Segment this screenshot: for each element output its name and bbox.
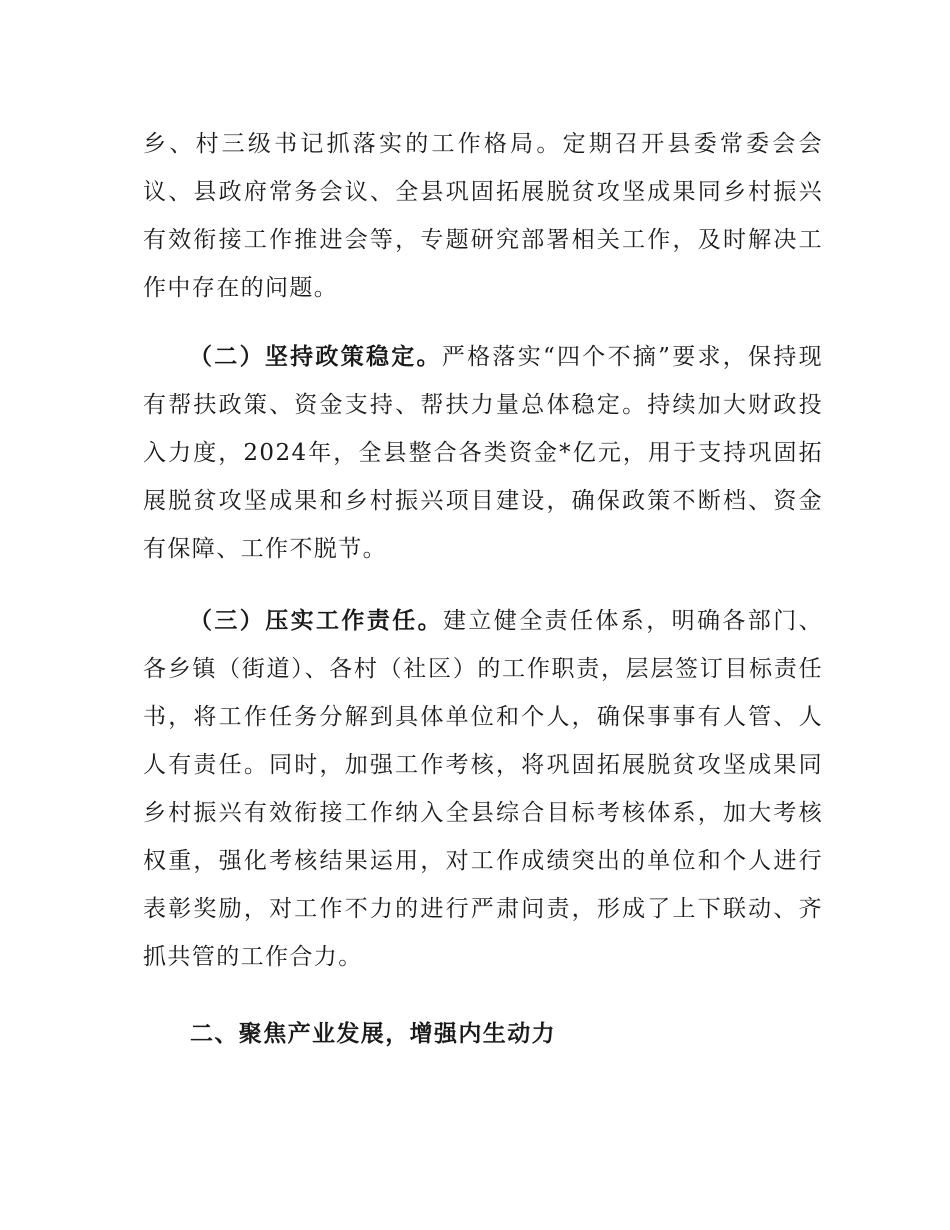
paragraph-work-pattern (143, 120, 823, 312)
paragraph-work-responsibility (143, 597, 823, 981)
paragraph-lead-heading: （二）坚持政策稳定。 (189, 344, 442, 370)
paragraph-policy-stability (143, 333, 823, 573)
paragraph-text: 建立健全责任体系，明确各部门、各乡镇（街道）、各村（社区）的工作职责，层层签订目标责任书，将工作任务分解到具体单位和个人，确保事事有人管、人人有责任。同时，加强工作考核，将巩固拓展脱贫攻坚成果同乡村振兴有效衔接工作纳入全县综合目标考核体系，加大考核权重，强化考核结果运用，对工作成绩突出的单位和个人进行表彰奖励，对工作不力的进行严肃问责，形成了上下联动、齐抓共管的工作合力。 (143, 608, 823, 970)
section-heading: 二、聚焦产业发展，增强内生动力 (190, 1021, 556, 1047)
paragraph-text: 严格落实“四个不摘”要求，保持现有帮扶政策、资金支持、帮扶力量总体稳定。持续加大财政投入力度，2024年，全县整合各类资金*亿元，用于支持巩固拓展脱贫攻坚成果和乡村振兴项目建设，确保政策不断档、资金有保障、工作不脱节。 (143, 344, 824, 562)
paragraph-text: 乡、村三级书记抓落实的工作格局。定期召开县委常委会会议、县政府常务会议、全县巩固拓展脱贫攻坚成果同乡村振兴有效衔接工作推进会等，专题研究部署相关工作，及时解决工作中存在的问题。 (143, 131, 823, 301)
paragraph-lead-heading: （三）压实工作责任。 (189, 608, 443, 634)
